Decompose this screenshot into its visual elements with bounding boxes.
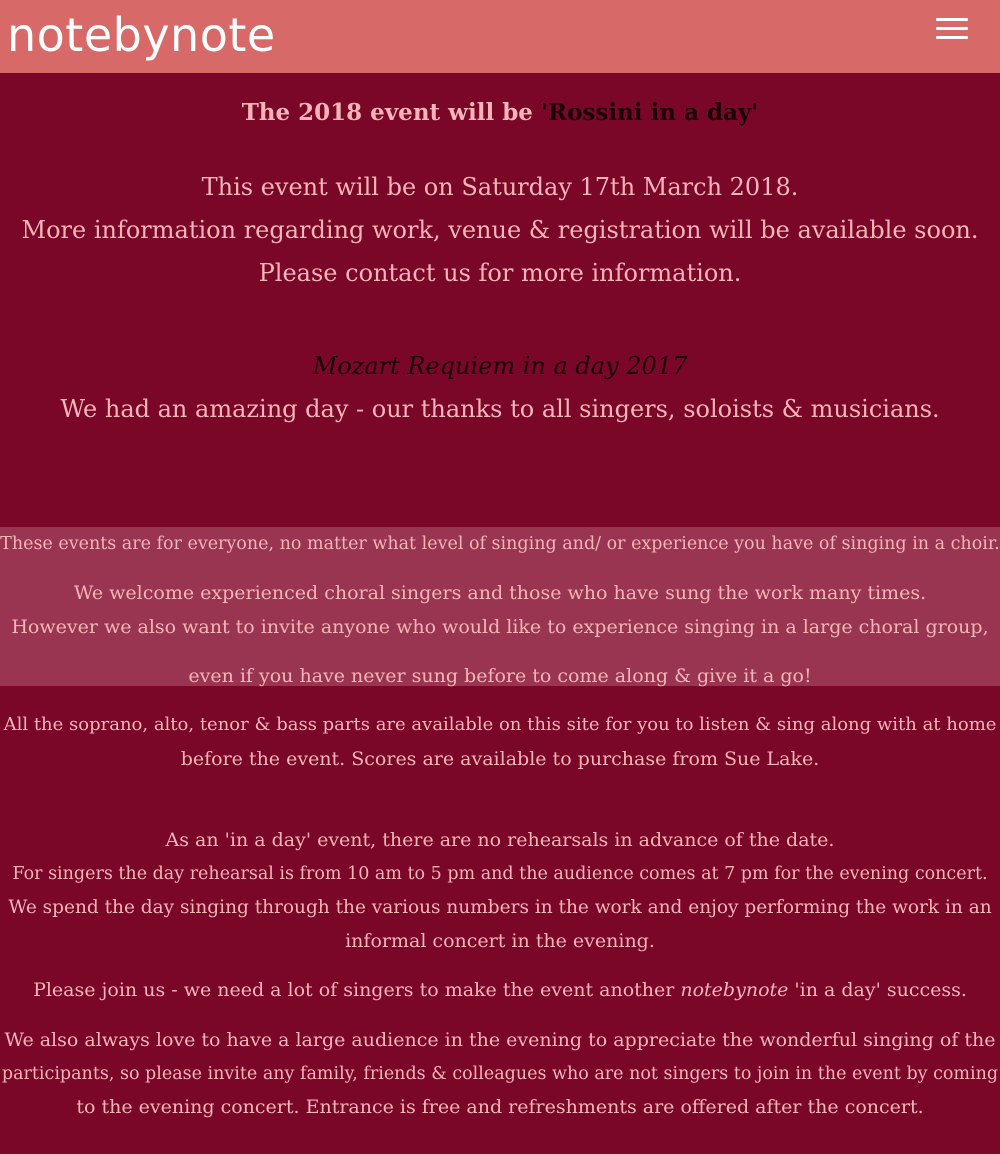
menu-bar-middle [936,27,968,30]
parts-line-1: All the soprano, alto, tenor & bass parts are available on this site for you to listen & sing along with at home [3,714,997,735]
announcement-headline [0,98,1000,128]
hamburger-menu-icon[interactable] [934,18,970,42]
announcement-date: This event will be on Saturday 17th March 2018. [201,173,799,201]
schedule-line-2: For singers the day rehearsal is from 10 am to 5 pm and the audience comes at 7 pm for the evening concert. [12,864,988,884]
audience-line-2: participants, so please invite any family, friends & colleagues who are not singers to join in the event by coming [1,1064,999,1084]
parts-line-2: before the event. Scores are available to purchase from Sue Lake. [180,748,820,770]
welcome-invite: However we also want to invite anyone who would like to experience singing in a large choral group, [11,616,989,638]
welcome-experienced: We welcome experienced choral singers and those who have sung the work many times. [73,582,927,604]
menu-bar-bottom [936,36,968,39]
announcement-prefix: The 2018 event will be [241,99,541,126]
announcement-title: 'Rossini in a day' [540,99,759,126]
past-event-title: Mozart Requiem in a day 2017 [312,352,688,380]
announcement-contact: Please contact us for more information. [258,259,742,287]
join-after: 'in a day' success. [788,979,967,1001]
past-event-thanks: We had an amazing day - our thanks to all singers, soloists & musicians. [60,395,940,423]
schedule-line-3: We spend the day singing through the various numbers in the work and enjoy performing the work in an [8,897,992,918]
welcome-give-it-a-go: even if you have never sung before to come along & give it a go! [188,665,812,687]
join-before: Please join us - we need a lot of singers to make the event another [33,979,681,1001]
schedule-line-4: informal concert in the evening. [345,930,655,952]
welcome-everyone: These events are for everyone, no matter what level of singing and/ or experience you have of singing in a choir. [0,534,1000,554]
site-header [0,0,1000,73]
join-line [0,977,1000,1003]
site-logo[interactable]: notebynote [7,8,276,62]
announcement-info: More information regarding work, venue & registration will be available soon. [21,216,979,244]
join-brand: notebynote [680,979,789,1001]
audience-line-3: to the evening concert. Entrance is free and refreshments are offered after the concert. [76,1096,924,1118]
audience-line-1: We also always love to have a large audience in the evening to appreciate the wonderful singing of the [4,1029,996,1051]
menu-bar-top [936,18,968,21]
schedule-line-1: As an 'in a day' event, there are no rehearsals in advance of the date. [165,829,835,851]
